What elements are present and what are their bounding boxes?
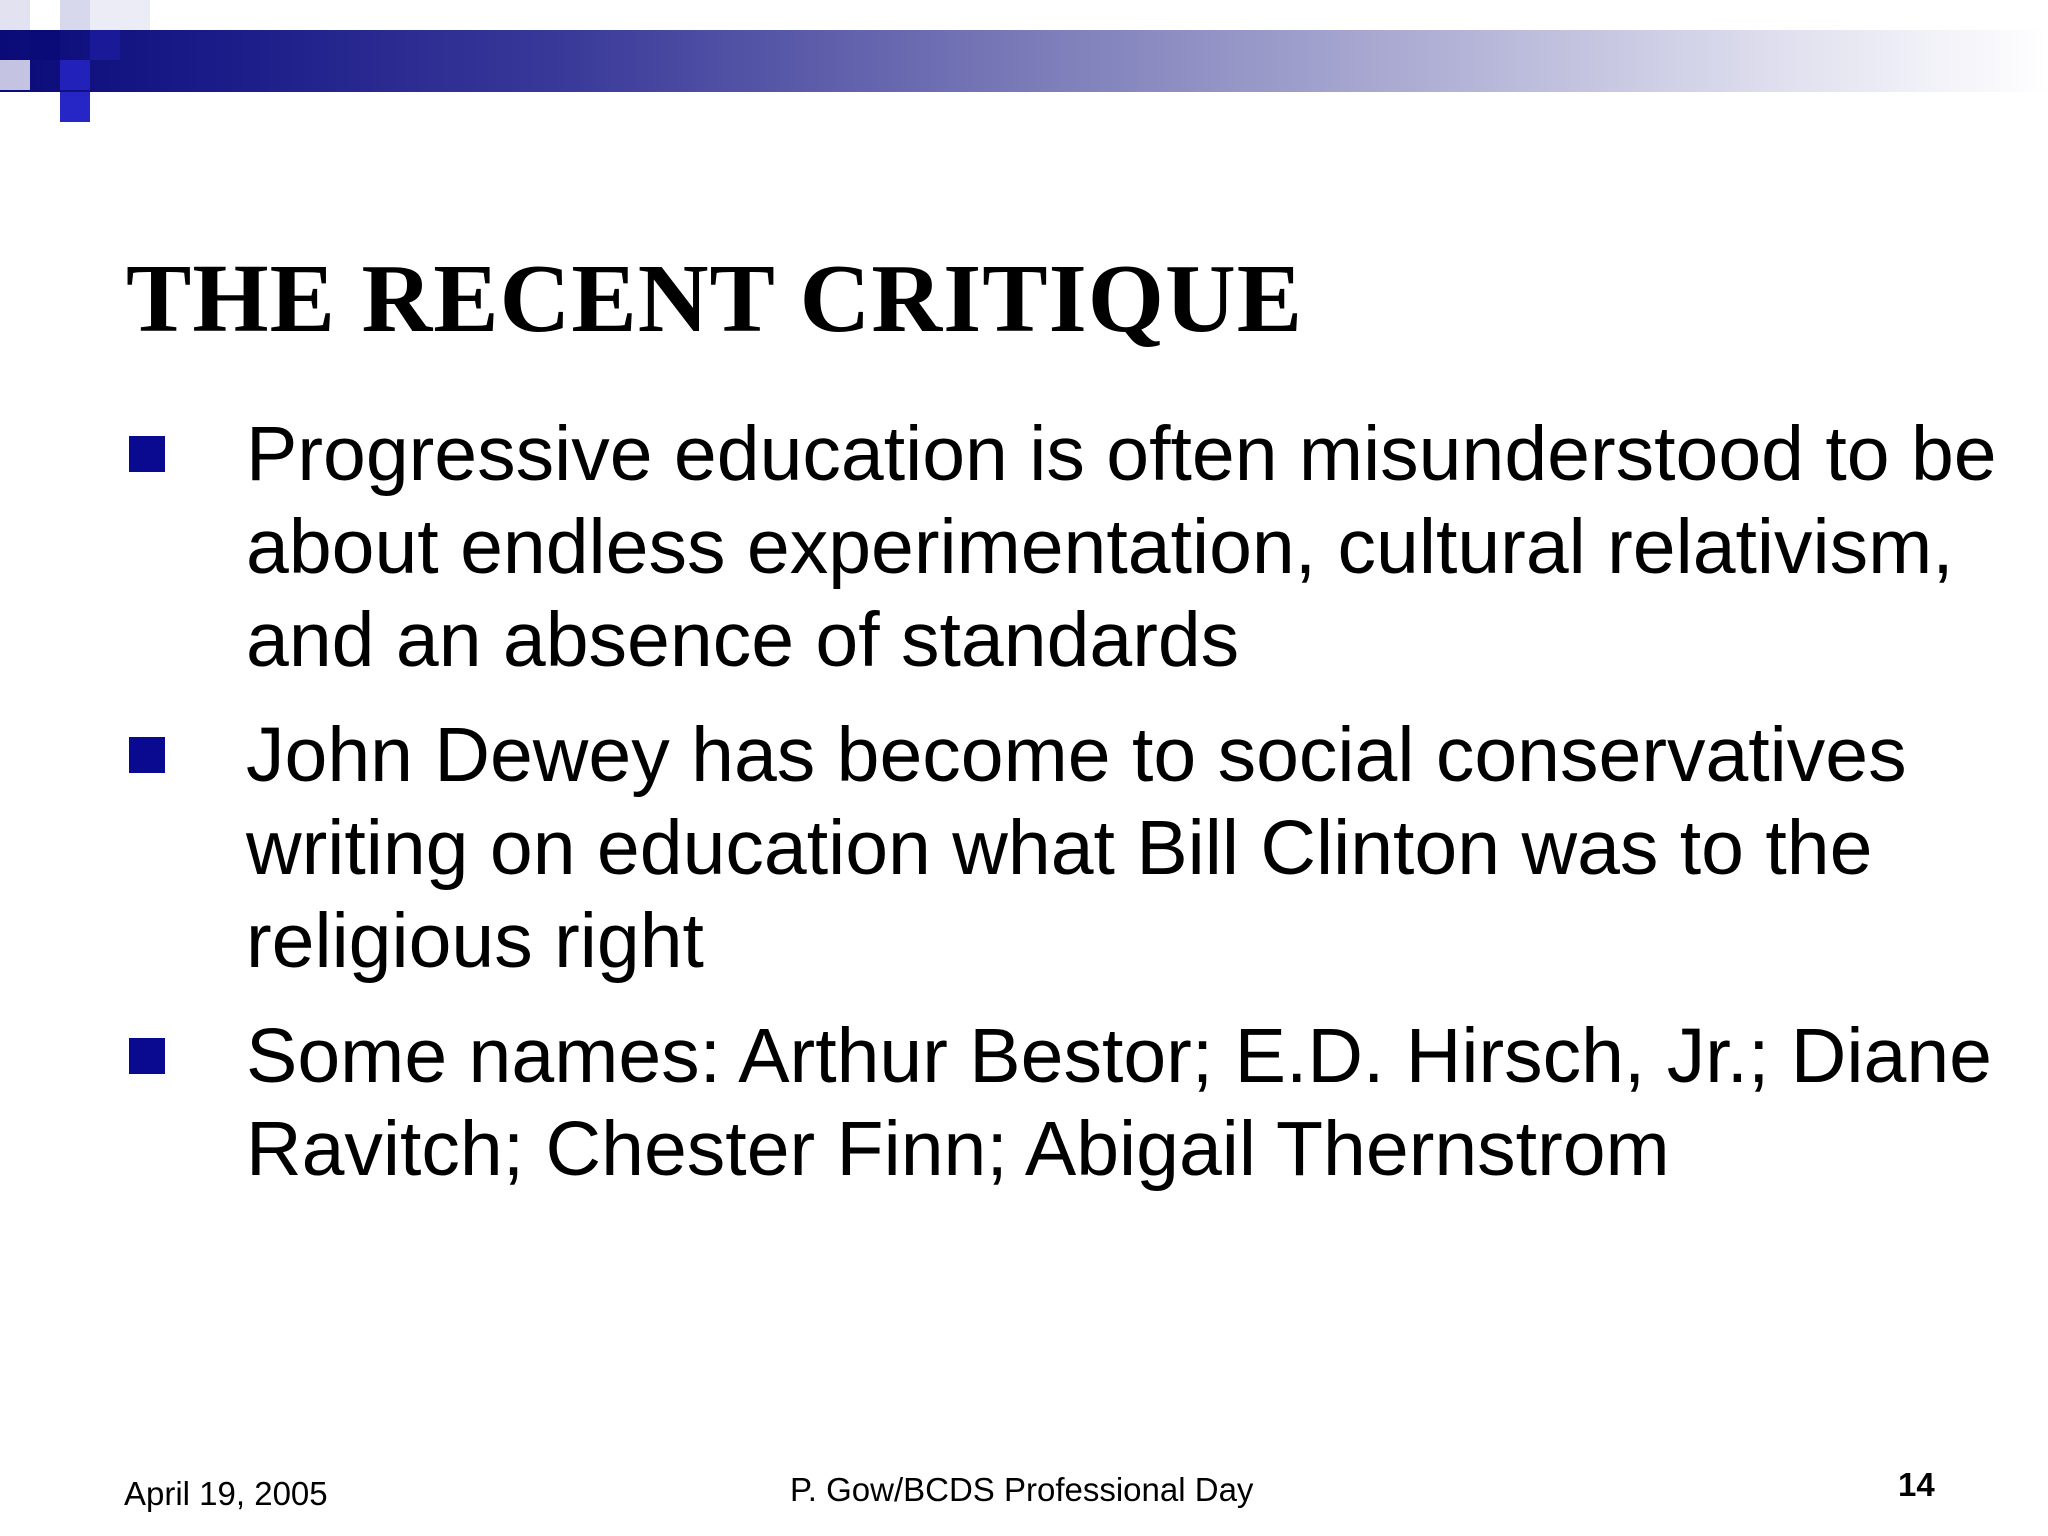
decor-square bbox=[60, 92, 90, 122]
bullet-text: Some names: Arthur Bestor; E.D. Hirsch, Jr.; Diane Ravitch; Chester Finn; Abigail Thernstrom bbox=[246, 1013, 1992, 1192]
bullet-item bbox=[126, 1010, 2006, 1196]
decor-square bbox=[30, 30, 60, 60]
decor-square bbox=[90, 30, 120, 60]
square-bullet-icon bbox=[129, 436, 165, 472]
bullet-item bbox=[126, 408, 2006, 687]
square-bullet-icon bbox=[129, 1038, 165, 1074]
square-bullet-icon bbox=[129, 737, 165, 773]
footer-presenter: P. Gow/BCDS Professional Day bbox=[790, 1471, 1254, 1508]
decor-square bbox=[60, 60, 90, 90]
decor-square bbox=[0, 0, 30, 30]
bullet-text: John Dewey has become to social conservatives writing on education what Bill Clinton was to the religious right bbox=[246, 712, 1907, 984]
header-gradient-bar bbox=[0, 30, 2048, 92]
footer-date: April 19, 2005 bbox=[124, 1475, 328, 1512]
slide-title: THE RECENT CRITIQUE bbox=[126, 245, 1304, 353]
bullet-list bbox=[126, 408, 2006, 1218]
bullet-text: Progressive education is often misunderstood to be about endless experimentation, cultural relativism, and an absence of standards bbox=[246, 411, 1997, 683]
decor-square bbox=[90, 0, 150, 30]
page-number: 14 bbox=[1898, 1466, 1935, 1503]
bullet-item bbox=[126, 709, 2006, 988]
decor-square bbox=[0, 60, 30, 90]
decor-square bbox=[60, 0, 90, 30]
